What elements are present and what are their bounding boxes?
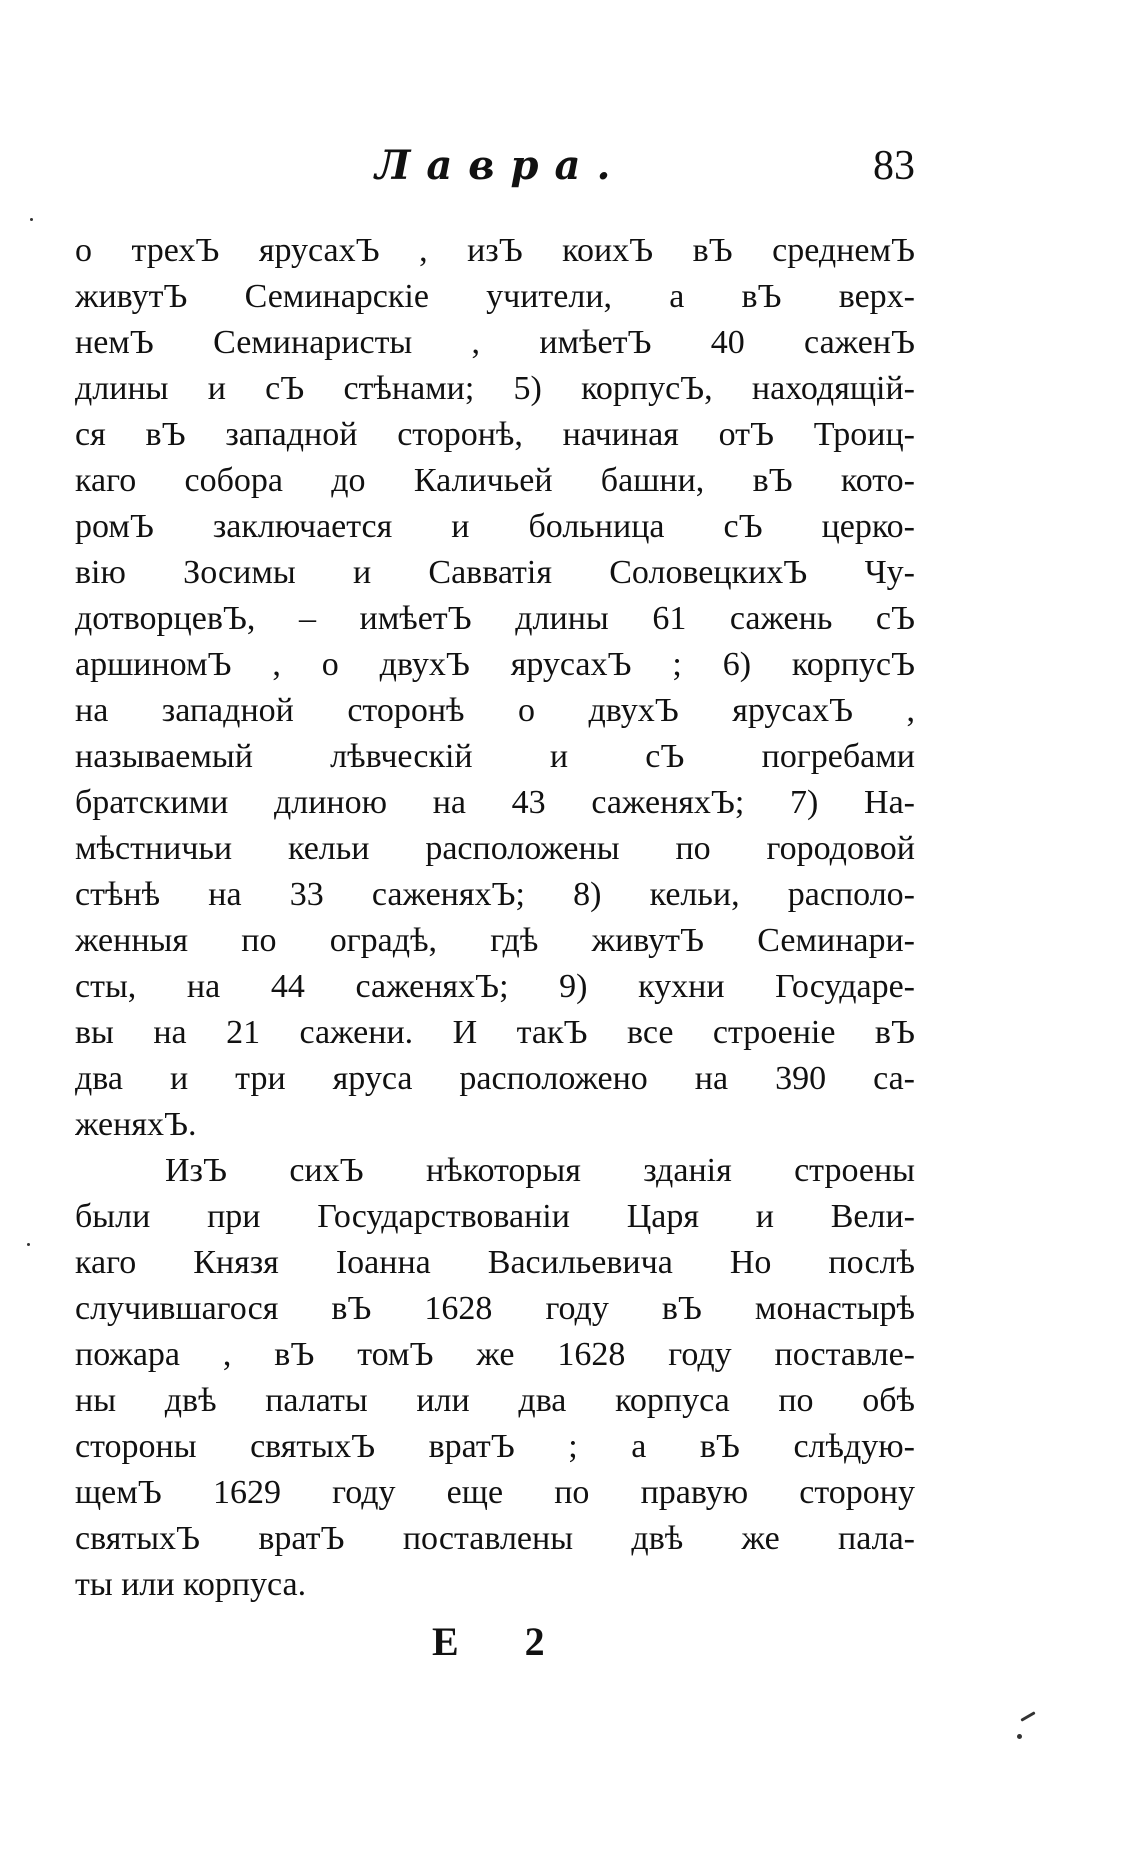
text-line: вію Зосимы и Савватія СоловецкихЪ Чу- <box>75 554 915 591</box>
text-line: стороны святыхЪ вратЪ ; а вЪ слѣдую- <box>75 1428 915 1465</box>
text-line: мѣстничьи кельи расположены по городовой <box>75 830 915 867</box>
text-line: случившагося вЪ 1628 году вЪ монастырѣ <box>75 1290 915 1327</box>
text-line: ны двѣ палаты или два корпуса по обѣ <box>75 1382 915 1419</box>
text-line: пожара , вЪ томЪ же 1628 году поставле- <box>75 1336 915 1373</box>
text-line: на западной сторонѣ о двухЪ ярусахЪ , <box>75 692 915 729</box>
scan-speck <box>27 1243 30 1246</box>
scan-speck <box>1020 1711 1035 1722</box>
scan-speck <box>30 218 33 221</box>
text-line: были при Государствованіи Царя и Вели- <box>75 1198 915 1235</box>
text-line: вы на 21 сажени. И такЪ все строеніе вЪ <box>75 1014 915 1051</box>
text-line: ся вЪ западной сторонѣ, начиная отЪ Троиц- <box>75 416 915 453</box>
running-head <box>75 142 915 202</box>
text-line: живутЪ Семинарскіе учители, а вЪ верх- <box>75 278 915 315</box>
text-line: два и три яруса расположено на 390 са- <box>75 1060 915 1097</box>
text-line: каго Князя Іоанна Васильевича Но послѣ <box>75 1244 915 1281</box>
text-line: ромЪ заключается и больница сЪ церко- <box>75 508 915 545</box>
text-line: братскими длиною на 43 саженяхЪ; 7) На- <box>75 784 915 821</box>
text-line: о трехЪ ярусахЪ , изЪ коихЪ вЪ среднемЪ <box>75 232 915 269</box>
text-line: дотворцевЪ, – имѣетЪ длины 61 сажень сЪ <box>75 600 915 637</box>
text-line: называемый лѣвческій и сЪ погребами <box>75 738 915 775</box>
text-line: женныя по оградѣ, гдѣ живутЪ Семинари- <box>75 922 915 959</box>
text-line: женяхЪ. <box>75 1106 197 1143</box>
text-line: аршиномЪ , о двухЪ ярусахЪ ; 6) корпусЪ <box>75 646 915 683</box>
text-line: немЪ Семинаристы , имѣетЪ 40 саженЪ <box>75 324 915 361</box>
text-line: сты, на 44 саженяхЪ; 9) кухни Государе- <box>75 968 915 1005</box>
text-line: стѣнѣ на 33 саженяхЪ; 8) кельи, располо- <box>75 876 915 913</box>
body-text <box>75 228 915 1608</box>
text-line: ты или корпуса. <box>75 1566 307 1603</box>
signature-mark: Е 2 <box>432 1619 573 1664</box>
text-line: каго собора до Каличьей башни, вЪ кото- <box>75 462 915 499</box>
text-line: щемЪ 1629 году еще по правую сторону <box>75 1474 915 1511</box>
scan-speck <box>1017 1734 1022 1739</box>
page-number: 83 <box>873 143 915 189</box>
running-title: Лавра. <box>375 142 627 189</box>
paragraph-first-line: ИзЪ сихЪ нѣкоторыя зданія строены <box>165 1152 915 1189</box>
text-line: длины и сЪ стѣнами; 5) корпусЪ, находящій- <box>75 370 915 407</box>
text-line: святыхЪ вратЪ поставлены двѣ же пала- <box>75 1520 915 1557</box>
